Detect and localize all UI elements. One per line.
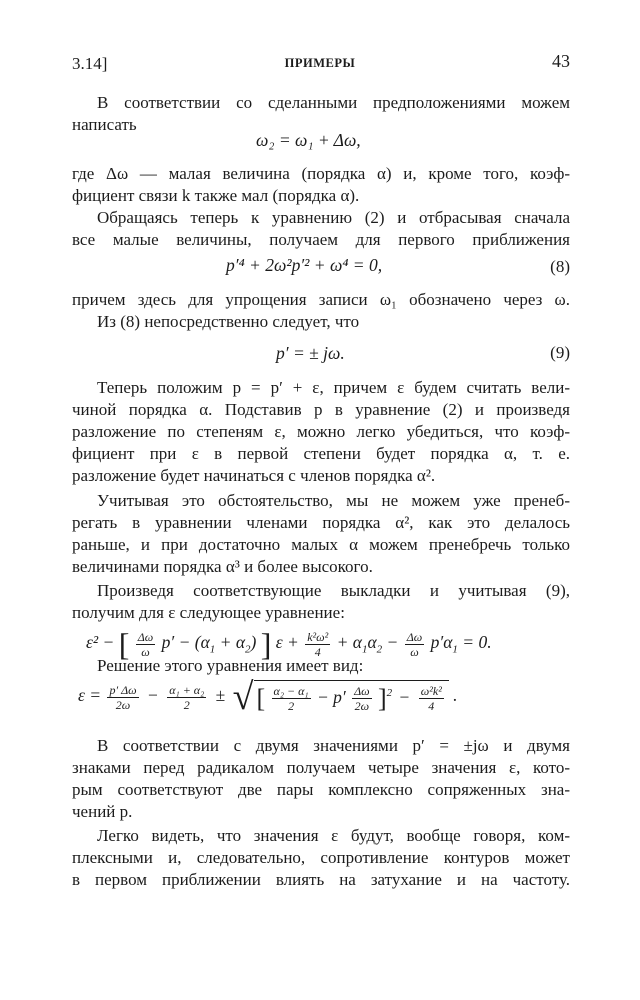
bracket-close: ]	[260, 626, 272, 662]
eq-term: ε =	[78, 685, 102, 706]
fraction: $\frac{p' \Delta\omega}{2\omega}$	[109, 682, 137, 712]
equation-number-9: (9)	[550, 343, 570, 362]
text-line: получим для ε следующее уравнение:	[72, 603, 345, 622]
fraction: $\frac{\Delta\omega}{\omega}$	[137, 629, 154, 659]
fraction: $\frac{\text{k²ω²}}{4}$	[307, 629, 329, 659]
text-line: В соответствии со сделанными предположениями можем	[97, 93, 570, 112]
page-number: 43	[552, 51, 570, 71]
radical-icon: √	[232, 676, 254, 718]
text-line: Произведя соответствующие выкладки и учитывая (9),	[97, 581, 570, 600]
minus-sign: −	[147, 685, 158, 706]
equation-9: p′ = ± jω.	[276, 343, 345, 363]
eq-term: ε² −	[86, 632, 115, 653]
eq-term: $p'\alpha_1$	[430, 632, 458, 656]
eq-term: $p' - (\alpha_1 + \alpha_2)$	[161, 632, 257, 656]
radicand: [ $\frac{\text{α₂ − α₁}}{2}$ − p′ $\frac{\Delta\omega}{2\omega}$ ]$^2$ − $\frac{\text{ω²k²}}{4}$	[254, 680, 449, 715]
text-line: Теперь положим p = p′ + ε, причем ε будем считать вели-	[97, 378, 570, 397]
text-line: величинами порядка α³ и более высокого.	[72, 557, 373, 576]
text-line: чений p.	[72, 802, 133, 821]
fraction: $\frac{\text{α₂ − α₁}}{2}$	[273, 684, 309, 713]
text-line: разложение по степеням ε, можно легко убедиться, что коэф-	[72, 422, 570, 441]
bracket-open: [	[118, 626, 130, 662]
text-line: все малые величины, получаем для первого приближения	[72, 230, 570, 249]
text-line: написать	[72, 115, 137, 134]
fraction: $\frac{\Delta\omega}{2\omega}$	[354, 684, 370, 713]
fraction: $\frac{\Delta\omega}{\omega}$	[406, 629, 423, 659]
text-line: регать в уравнении членами порядка α², как это делалось	[72, 513, 570, 532]
text-line: в первом приближении влиять на затухание и на частоту.	[72, 870, 570, 889]
section-number: 3.14]	[72, 54, 108, 73]
text-line: Из (8) непосредственно следует, что	[97, 312, 360, 331]
text-line: фициент при ε в первой степени будет порядка α, т. е.	[72, 444, 570, 463]
text-line: раньше, и при достаточно малых α можем пренебречь только	[72, 535, 570, 554]
running-title: ПРИМЕРЫ	[284, 56, 356, 70]
text-line: разложение будет начинаться с членов порядка α².	[72, 466, 436, 485]
text-line: В соответствии с двумя значениями p′ = ±jω и двумя	[97, 736, 570, 755]
text-line: рым соответствуют две пары комплексно сопряженных зна-	[72, 780, 570, 799]
text-line: Учитывая это обстоятельство, мы не можем уже пренеб-	[97, 491, 570, 510]
eq-term: = 0.	[462, 632, 492, 653]
fraction: $\frac{\text{α₁ + α₂}}{2}$	[169, 682, 205, 712]
square-root	[233, 678, 449, 716]
text-line: причем здесь для упрощения записи ω₁ обозначено через ω.	[72, 290, 570, 309]
equation-number-8: (8)	[550, 257, 570, 276]
eq-term: ε +	[275, 632, 299, 653]
text-line: знаками перед радикалом получаем четыре значения ε, кото-	[72, 758, 570, 777]
plus-minus-sign: ±	[215, 685, 226, 706]
text-line: где Δω — малая величина (порядка α) и, кроме того, коэф-	[72, 164, 570, 183]
text-line: чиной порядка α. Подставив p в уравнение (2) и произведя	[72, 400, 570, 419]
equation-omega2: ω₂ = ω₁ + Δω,	[256, 130, 361, 150]
text-line: фициент связи k также мал (порядка α).	[72, 186, 360, 205]
eq-term: + $\alpha_1\alpha_2$ −	[336, 632, 399, 656]
text-line: Легко видеть, что значения ε будут, вообще говоря, ком-	[97, 826, 570, 845]
text-line: плексными и, следовательно, сопротивление контуров может	[72, 848, 570, 867]
fraction: $\frac{\text{ω²k²}}{4}$	[420, 684, 442, 713]
equation-solution: ε = $\frac{p' \Delta\omega}{2\omega}$ − $\frac{\text{α₁ + α₂}}{2}$ ± √ [ $\frac{\text{α₂ − α₁}}{2}$ − p′ $\frac{\Delta\omega}{2\omega}$ ]$^2$ − $\frac{\text{ω²k²}}{4}$ .	[78, 676, 458, 718]
text-line: Обращаясь теперь к уравнению (2) и отбрасывая сначала	[97, 208, 570, 227]
text-line: Решение этого уравнения имеет вид:	[97, 656, 364, 675]
equation-8: p′⁴ + 2ω²p′² + ω⁴ = 0,	[226, 255, 383, 275]
